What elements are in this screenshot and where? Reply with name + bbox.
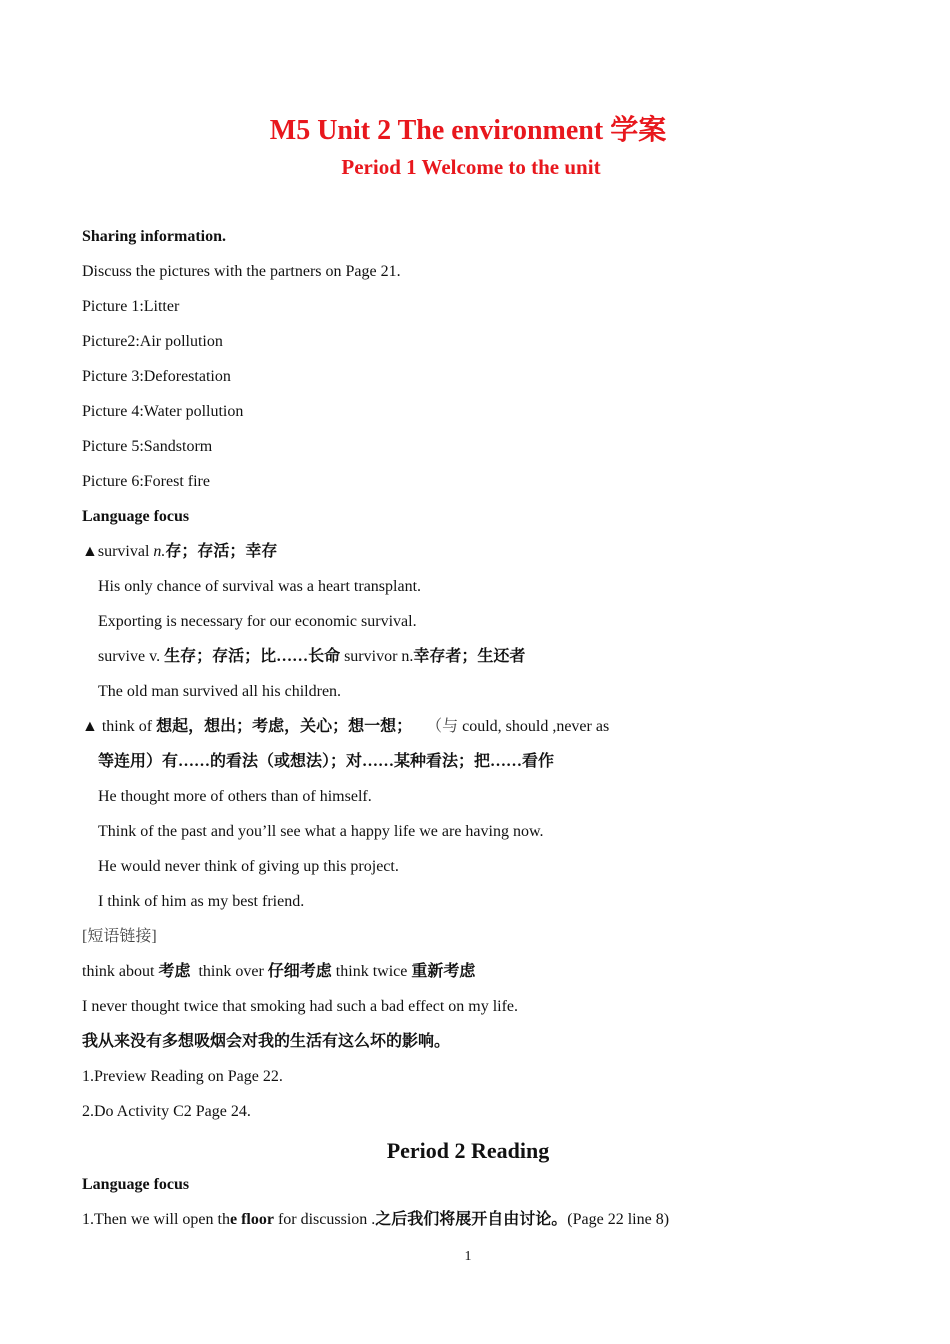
survivor-meaning: 幸存者；生还者 [413, 648, 526, 665]
page-title: M5 Unit 2 The environment 学案 [269, 115, 667, 146]
survive-word: survive v. [98, 648, 165, 665]
example-sentence-en: I never thought twice that smoking had such a bad effect on my life. [82, 998, 519, 1015]
sharing-heading: Sharing information. [82, 228, 227, 245]
example-sentence-cn: 我从来没有多想吸烟会对我的生活有这么坏的影响。 [82, 1033, 451, 1050]
survival-entry [82, 541, 277, 563]
picture-item: Picture 1:Litter [82, 298, 180, 315]
think-of-note: could, should ,never as [458, 718, 610, 735]
survive-meaning: 生存；存活；比……长命 [164, 648, 341, 665]
phrase-en: think over [190, 963, 268, 980]
picture-item: Picture 5:Sandstorm [82, 438, 213, 455]
picture-item: Picture 3:Deforestation [82, 368, 231, 385]
floor-ref: (Page 22 line 8) [567, 1211, 670, 1228]
think-of-example: I think of him as my best friend. [98, 893, 305, 910]
phrase-link-label: [短语链接] [82, 928, 157, 945]
floor-cn: 之后我们将展开自由讨论。 [375, 1211, 568, 1228]
phrase-cn: 考虑 [158, 963, 191, 980]
phrase-en: think about [82, 963, 159, 980]
phrase-en: think twice [331, 963, 412, 980]
language-focus-heading: Language focus [82, 508, 190, 525]
period2-heading: Period 2 Reading [386, 1138, 550, 1163]
think-of-entry [82, 716, 609, 738]
picture-item: Picture 6:Forest fire [82, 473, 210, 490]
think-of-example: He thought more of others than of himself. [98, 788, 372, 805]
think-of-example: Think of the past and you’ll see what a happy life we are having now. [98, 823, 544, 840]
picture-item: Picture2:Air pollution [82, 333, 223, 350]
triangle-marker-icon: ▲ [82, 718, 98, 735]
survivor-word: survivor n. [340, 648, 414, 665]
phrase-cn: 重新考虑 [411, 963, 476, 980]
think-of-meaning-cont: 等连用）有……的看法（或想法）；对……某种看法；把……看作 [98, 753, 555, 770]
triangle-marker-icon: ▲ [82, 543, 98, 560]
task-item: 1.Preview Reading on Page 22. [82, 1068, 283, 1085]
survival-example: Exporting is necessary for our economic survival. [98, 613, 417, 630]
phrase-cn: 仔细考虑 [267, 963, 332, 980]
think-of-note-open: （与 [434, 718, 459, 735]
survival-meaning: 存；存活；幸存 [165, 543, 278, 560]
picture-item: Picture 4:Water pollution [82, 403, 244, 420]
page-number: 1 [464, 1249, 472, 1264]
language-focus-heading-2: Language focus [82, 1176, 190, 1193]
survival-word: survival [97, 543, 154, 560]
think-of-meaning: 想起，想出；考虑，关心；想一想； [156, 718, 413, 735]
task-item: 2.Do Activity C2 Page 24. [82, 1103, 251, 1120]
floor-item [82, 1209, 669, 1231]
survive-entry [98, 646, 525, 668]
floor-post: for discussion . [273, 1211, 376, 1228]
think-of-word: think of [97, 718, 157, 735]
floor-pre: 1.Then we will open th [82, 1211, 230, 1228]
survival-example: His only chance of survival was a heart transplant. [98, 578, 422, 595]
phrase-list [82, 961, 475, 983]
floor-bold: e floor [229, 1211, 274, 1228]
survive-example: The old man survived all his children. [98, 683, 342, 700]
survival-pos: n. [153, 543, 166, 560]
discuss-line: Discuss the pictures with the partners on Page 21. [82, 263, 401, 280]
think-of-example: He would never think of giving up this project. [98, 858, 399, 875]
page-subtitle: Period 1 Welcome to the unit [341, 155, 601, 179]
